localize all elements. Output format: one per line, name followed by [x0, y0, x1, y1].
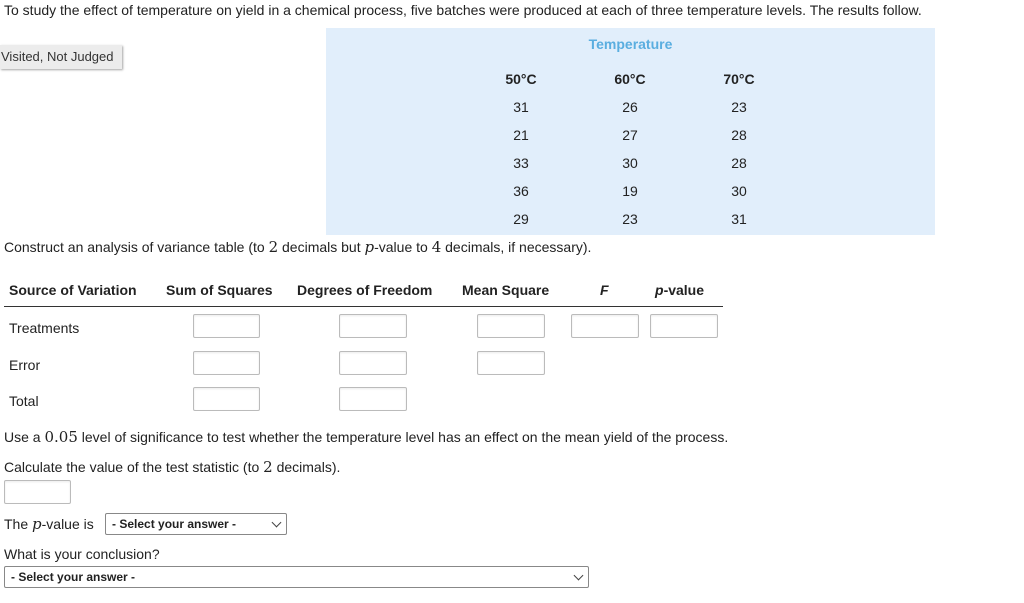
conclusion-prompt: What is your conclusion?	[4, 546, 160, 562]
temp-cell: 36	[513, 183, 529, 199]
temp-header-70: 70°C	[723, 71, 755, 87]
status-badge: Visited, Not Judged	[0, 45, 122, 69]
test-statistic-input[interactable]	[4, 480, 71, 504]
temp-cell: 31	[731, 211, 747, 227]
temp-cell: 33	[513, 155, 529, 171]
intro-text: To study the effect of temperature on yield in a chemical process, five batches were produced at each of three temperature levels. The results follow.	[4, 2, 922, 18]
header-p-value: p-value	[655, 282, 705, 298]
row-label-treatments: Treatments	[9, 320, 80, 336]
row-label-total: Total	[9, 393, 39, 409]
header-source-of-variation: Source of Variation	[9, 282, 137, 298]
p-value-prompt: The p-value is	[4, 515, 94, 533]
conclusion-select-value: - Select your answer -	[11, 570, 136, 584]
temp-cell: 30	[622, 155, 638, 171]
header-f: F	[600, 282, 609, 298]
temp-cell: 19	[622, 183, 638, 199]
temp-cell: 28	[731, 155, 747, 171]
p-value-select[interactable]	[105, 513, 287, 535]
treatments-f-input[interactable]	[571, 314, 639, 338]
temp-cell: 23	[622, 211, 638, 227]
conclusion-select[interactable]	[4, 566, 589, 588]
chevron-down-icon	[574, 571, 584, 581]
temp-cell: 31	[513, 99, 529, 115]
temp-header-50: 50°C	[505, 71, 537, 87]
temp-cell: 28	[731, 127, 747, 143]
header-mean-square: Mean Square	[462, 282, 550, 298]
temp-cell: 27	[622, 127, 638, 143]
temperature-table-title: Temperature	[588, 36, 673, 52]
temp-cell: 23	[731, 99, 747, 115]
chevron-down-icon	[272, 518, 282, 528]
table-header-divider	[4, 306, 723, 307]
row-label-error: Error	[9, 357, 41, 373]
temp-cell: 21	[513, 127, 529, 143]
treatments-ms-input[interactable]	[477, 314, 545, 338]
temp-cell: 29	[513, 211, 529, 227]
temp-cell: 26	[622, 99, 638, 115]
temp-header-60: 60°C	[614, 71, 646, 87]
treatments-df-input[interactable]	[339, 314, 407, 338]
total-df-input[interactable]	[339, 387, 407, 411]
anova-instruction: Construct an analysis of variance table (to 2 decimals but p-value to 4 decimals, if necessary).	[4, 238, 592, 256]
error-ss-input[interactable]	[193, 351, 260, 375]
error-ms-input[interactable]	[477, 351, 545, 375]
significance-text: Use a 0.05 level of significance to test whether the temperature level has an effect on the mean yield of the process.	[4, 428, 729, 446]
header-degrees-of-freedom: Degrees of Freedom	[297, 282, 433, 298]
error-df-input[interactable]	[339, 351, 407, 375]
treatments-ss-input[interactable]	[193, 314, 260, 338]
total-ss-input[interactable]	[193, 387, 260, 411]
treatments-p-value-input[interactable]	[650, 314, 718, 338]
test-statistic-text: Calculate the value of the test statistic (to 2 decimals).	[4, 458, 341, 476]
temp-cell: 30	[731, 183, 747, 199]
p-value-select-value: - Select your answer -	[112, 517, 237, 531]
header-sum-of-squares: Sum of Squares	[166, 282, 273, 298]
